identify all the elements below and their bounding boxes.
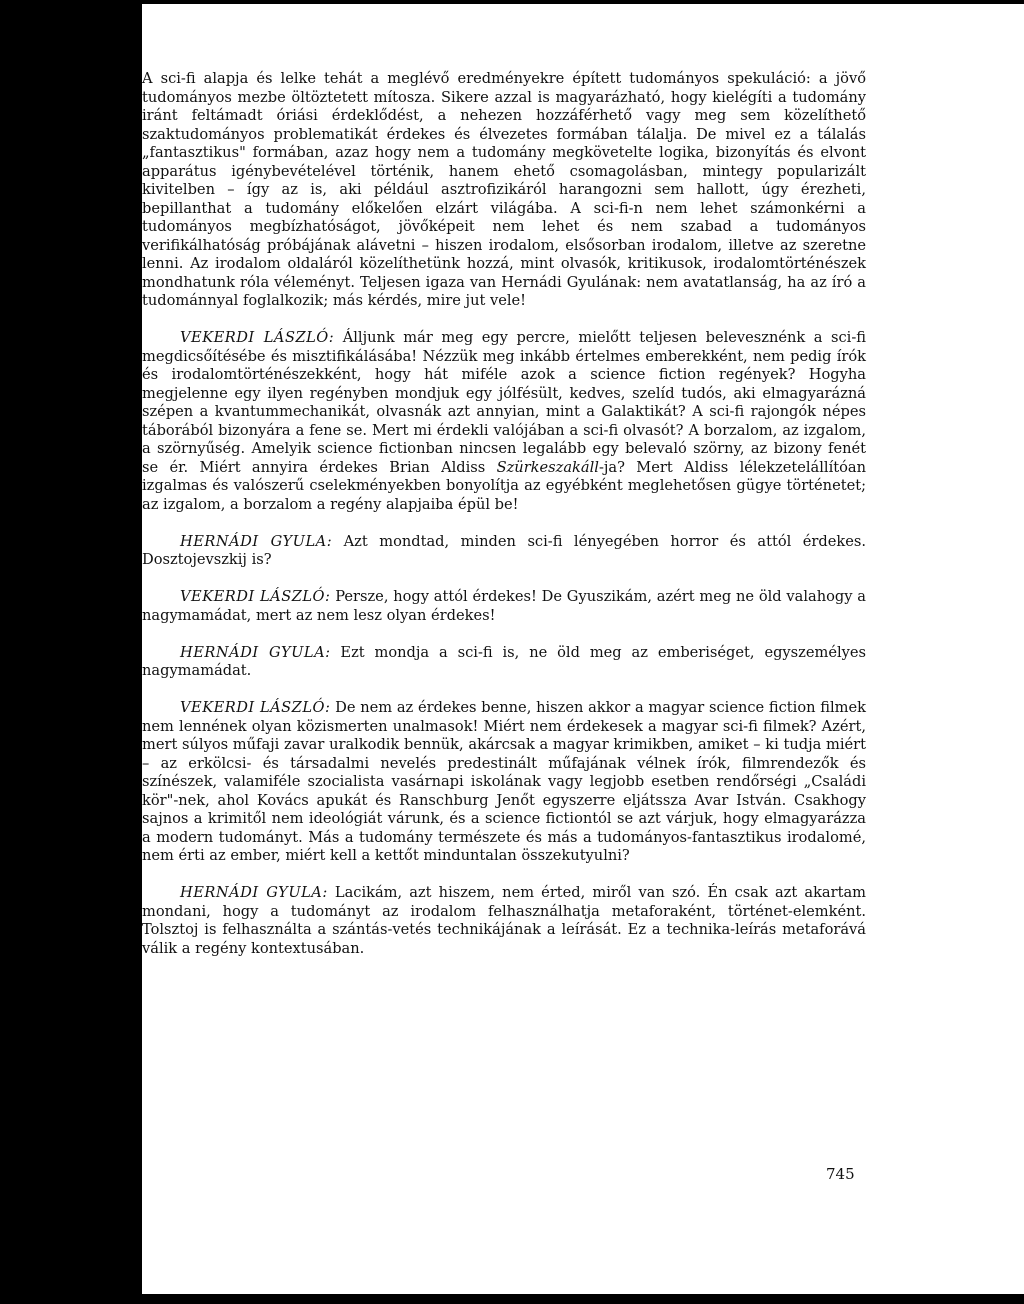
speaker-name: VEKERDI LÁSZLÓ: [180,588,331,605]
paragraph-hernadi-1 [142,533,866,570]
speaker-name: VEKERDI LÁSZLÓ: [180,329,335,346]
speaker-name: HERNÁDI GYULA: [180,643,331,661]
page-number: 745 [826,1165,855,1183]
paragraph-text: Persze, hogy attól érdekes! De Gyuszikám, azért meg ne öld valahogy a nagymamádat, mert az nem lesz olyan érdekes! [142,588,866,624]
speaker-name: VEKERDI LÁSZLÓ: [180,699,331,716]
paragraph-vekerdi-1 [142,329,866,514]
book-title: Szürkeszakáll [496,458,599,476]
paragraph-intro [142,70,866,311]
paragraph-text: Álljunk már meg egy percre, mielőtt teljesen belevesznénk a sci-fi megdicsőítésébe és misztifikálásába! Nézzük meg inkább értelmes emberekként, nem pedig írók és irodalomtörténészekként, hogy hát miféle azok a science fiction regények? Hogyha megjelenne egy ilyen regényben mondjuk egy jólfésült, kedves, szelíd tudós, aki elmagyarázná szépen a kvantummechanikát, olvasnák azt annyian, mint a Galaktikát? A sci-fi rajongók népes táborából bizonyára a fene se. Mert mi érdekli valójában a sci-fi olvasót? A borzalom, az izgalom, a szörnyűség. Amelyik science fictionban nincsen legalább egy belevaló szörny, az bizony fenét se ér. Miért annyira érdekes Brian Aldiss [142,329,866,476]
paragraph-vekerdi-3 [142,699,866,866]
paragraph-hernadi-3 [142,884,866,958]
speaker-name: HERNÁDI GYULA: [180,532,333,550]
paragraph-text: Ezt mondja a sci-fi is, ne öld meg az emberiséget, egyszemélyes nagymamádat. [142,643,866,679]
paragraph-text-continued: -ja? Mert Aldiss lélekzetelállítóan izgalmas és valószerű cselekményekben bonyolítja az egyébként meglehetősen gügye történetet; az izgalom, a borzalom a regény alapjaiba épül be! [142,458,866,513]
paragraph-hernadi-2 [142,644,866,681]
paragraph-text: Azt mondtad, minden sci-fi lényegében horror és attól érdekes. Dosztojevszkij is? [142,532,866,568]
paragraph-text: Lacikám, azt hiszem, nem érted, miről van szó. Én csak azt akartam mondani, hogy a tudományt az irodalom felhasználhatja metaforaként, történet-elemként. Tolsztoj is felhasználta a szántás-vetés technikájának a leírását. Ez a technika-leírás metaforává válik a regény kontextusában. [142,884,866,957]
paragraph-text: De nem az érdekes benne, hiszen akkor a magyar science fiction filmek nem lennének olyan közismerten unalmasok! Miért nem érdekesek a magyar sci-fi filmek? Azért, mert súlyos műfaji zavar uralkodik bennük, akárcsak a magyar krimikben, amiket – ki tudja miért – az erkölcsi- és társadalmi nevelés predestinált műfajának vélnek írók, filmrendezők és színészek, valamiféle szocialista vasárnapi iskolának vagy legjobb esetben rendőrségi „Családi kör"-nek, ahol Kovács apukát és Ranschburg Jenőt egyszerre eljátssza Avar István. Csakhogy sajnos a krimitől nem ideológiát várunk, és a science fictiontól se azt várjuk, hogy elmagyarázza a modern tudományt. Más a tudomány természete és más a tudományos-fantasztikus irodalomé, nem érti az ember, miért kell a kettőt minduntalan összekutyulni? [142,699,866,864]
paragraph-vekerdi-2 [142,588,866,625]
paragraph-text: A sci-fi alapja és lelke tehát a meglévő eredményekre épített tudományos spekuláció: a jövő tudományos mezbe öltöztetett mítosza. Sikere azzal is magyarázható, hogy kielégíti a tudomány iránt feltámadt óriási érdeklődést, a nehezen hozzáférhető vagy meg sem közelíthető szaktudományos problematikát érdekes és élvezetes formában tálalja. De mivel ez a tálalás „fantasztikus" formában, azaz hogy nem a tudomány megkövetelte logika, bizonyítás és elvont apparátus igénybevételével történik, hanem ehető csomagolásban, mintegy popularizált kivitelben – így az is, aki például asztrofizikáról harangozni sem hallott, úgy érezheti, bepillanthat a tudomány előkelően elzárt világába. A sci-fi-n nem lehet számonkérni a tudományos megbízhatóságot, jövőképeit nem lehet és nem szabad a tudományos verifikálhatóság próbájának alávetni – hiszen irodalom, elsősorban irodalom, illetve az szeretne lenni. Az irodalom oldaláról közelíthetünk hozzá, mint olvasók, kritikusok, irodalomtörténészek mondhatunk róla véleményt. Teljesen igaza van Hernádi Gyulának: nem avatatlanság, ha az író a tudománnyal foglalkozik; más kérdés, mire jut vele! [142,70,866,309]
speaker-name: HERNÁDI GYULA: [180,884,328,901]
article-body [142,70,866,958]
